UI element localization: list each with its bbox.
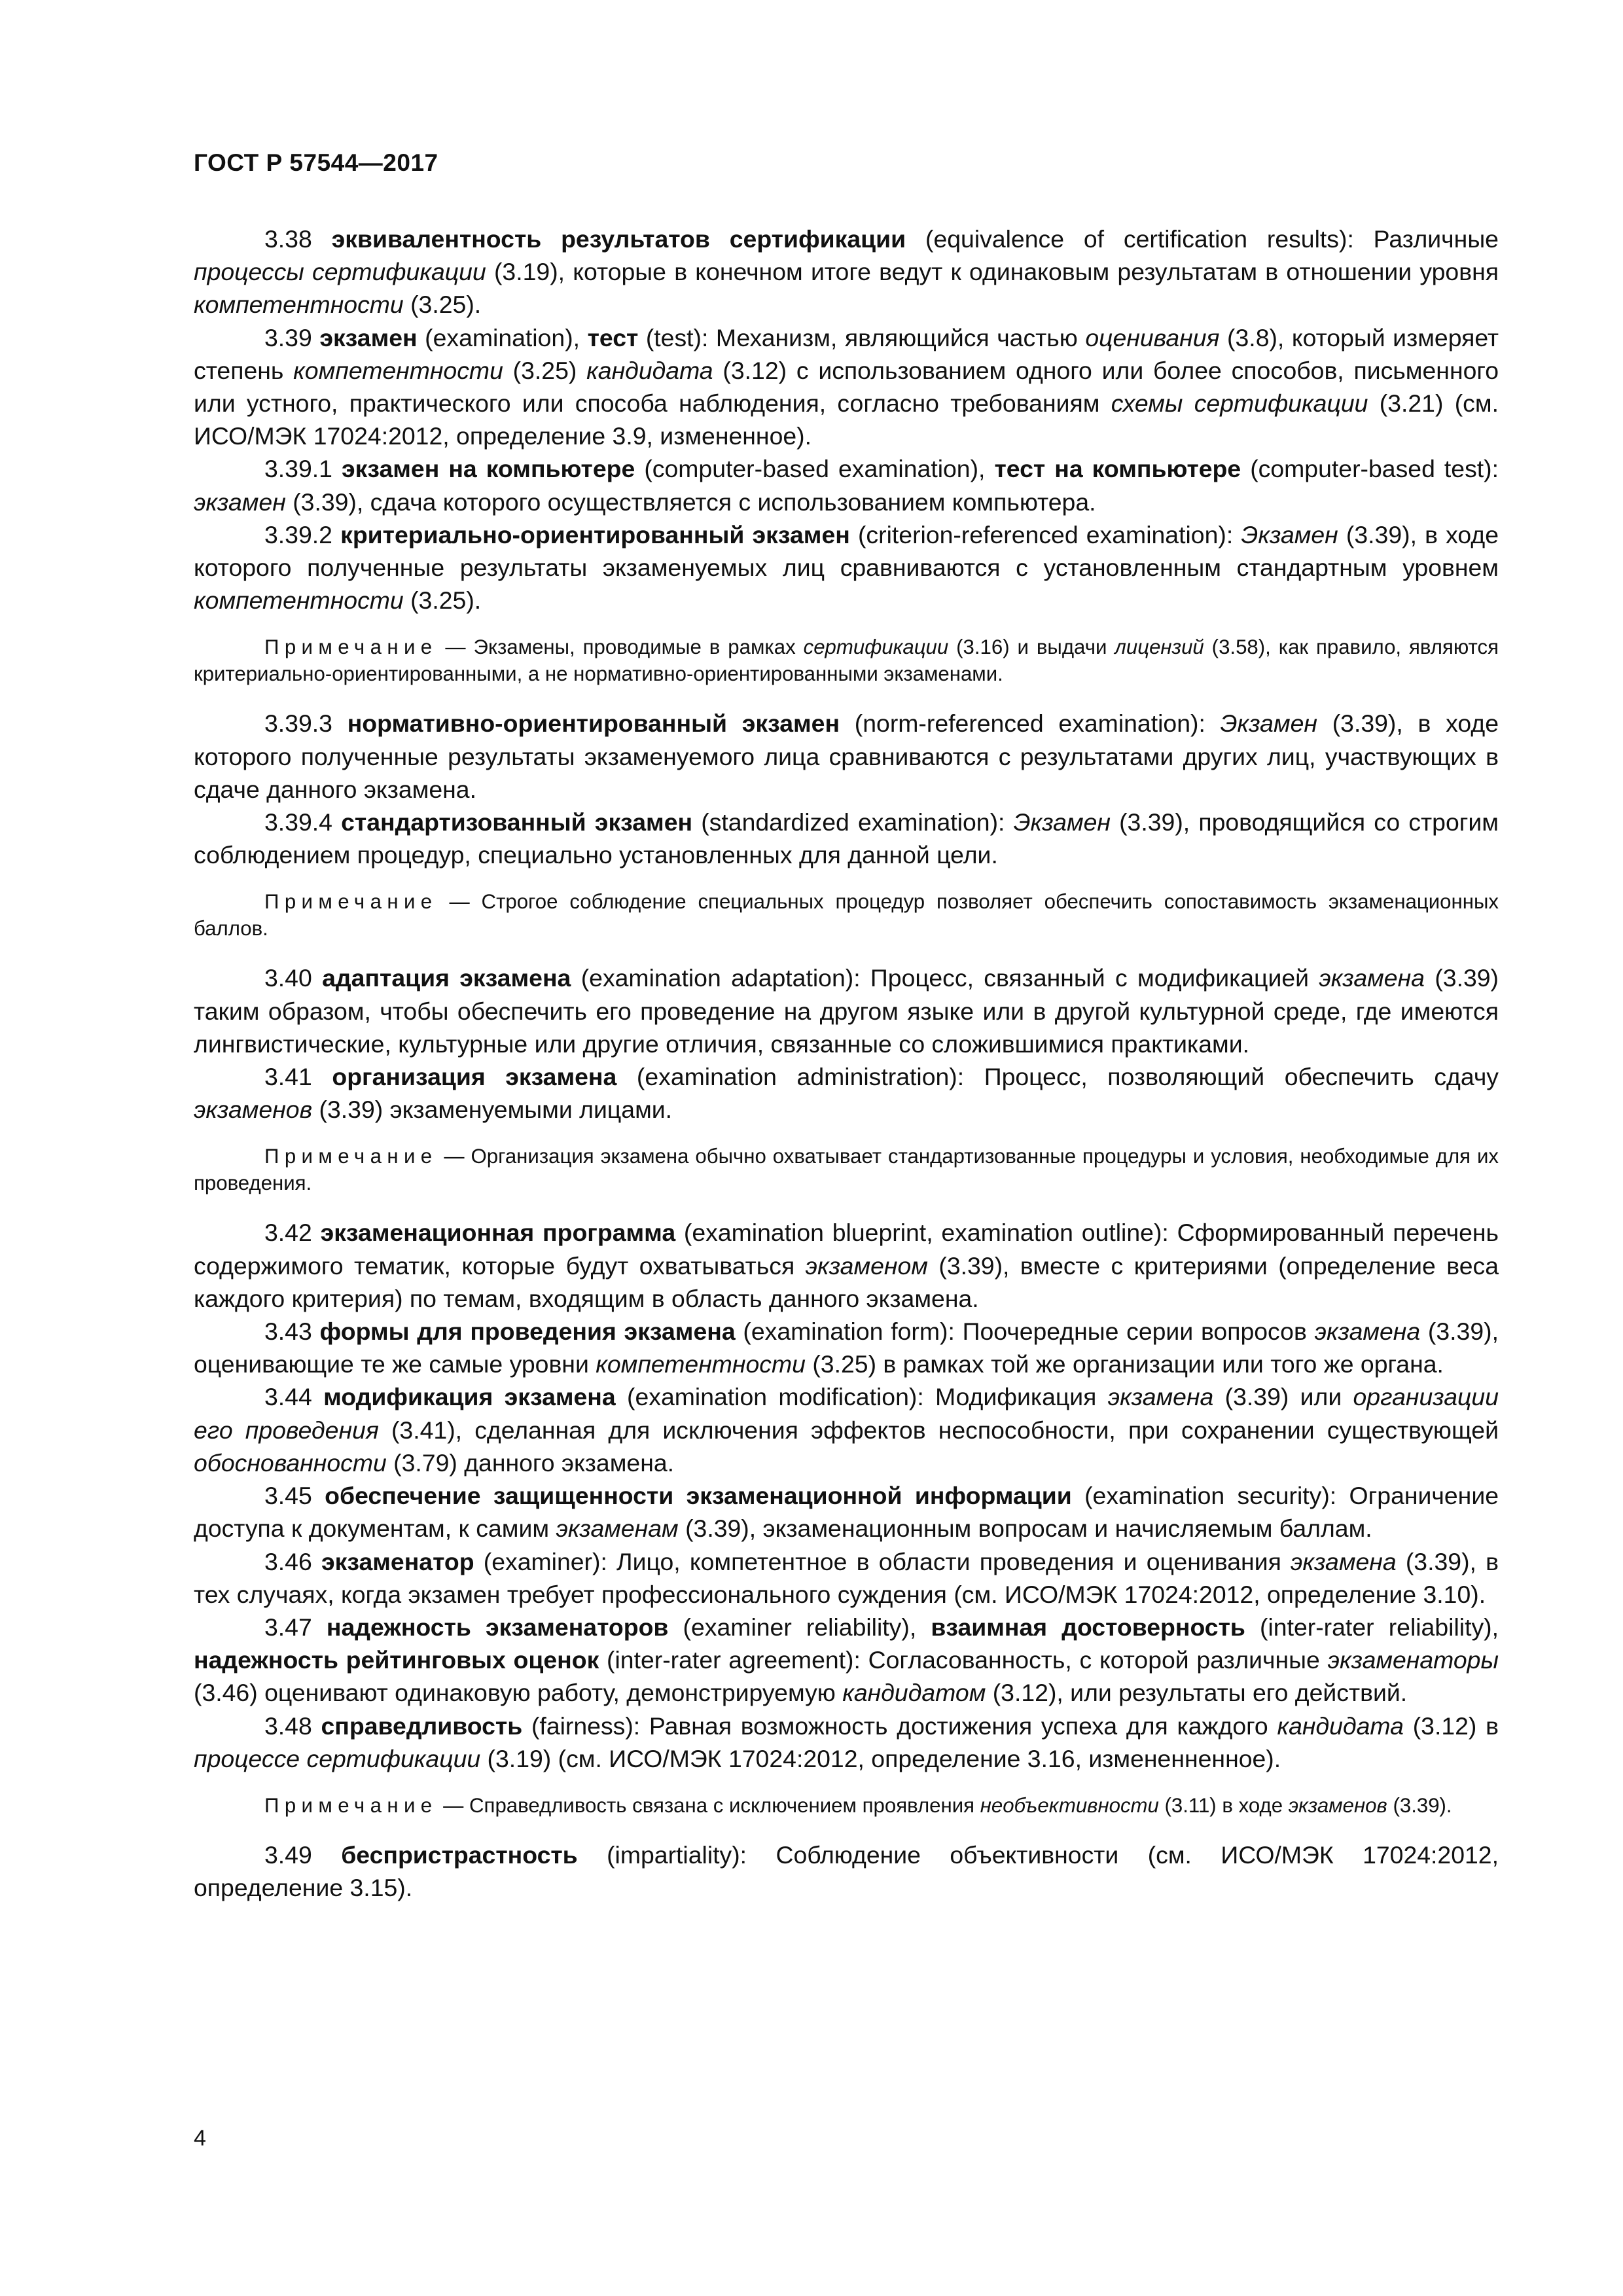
term-reference: компетентности	[194, 291, 404, 319]
text-run: (examination modification): Модификация	[615, 1383, 1108, 1411]
text-run: (3.8), который измеряет степень	[194, 323, 1499, 384]
text-run: (test): Механизм, являющийся частью	[638, 323, 1086, 351]
term-definition	[194, 1315, 1499, 1380]
term-name: адаптация экзамена	[322, 964, 571, 992]
text-run: (3.39), вместе с критериями (определение веса каждого критерия) по темам, входящим в область данного экзамена.	[194, 1251, 1499, 1312]
text-run: (3.19), которые в конечном итоге ведут к одинаковым результатам в отношении уровня	[486, 258, 1499, 286]
term-definition	[194, 518, 1499, 617]
term-reference: необъективности	[980, 1793, 1159, 1817]
note-label: Примечание	[264, 890, 438, 914]
note-paragraph	[194, 1143, 1499, 1196]
term-reference: экзамена	[1319, 964, 1425, 992]
text-run: (fairness): Равная возможность достижения успеха для каждого	[522, 1712, 1277, 1740]
text-run: 3.42	[264, 1219, 321, 1247]
text-run: 3.43	[264, 1318, 320, 1346]
term-name: экзамен	[319, 323, 418, 351]
text-run: — Организация экзамена обычно охватывает стандартизованные процедуры и условия, необходимые для их проведения.	[194, 1145, 1499, 1195]
term-name: беспристрастность	[341, 1840, 578, 1869]
text-run: (3.79) данного экзамена.	[386, 1448, 675, 1477]
text-run: (3.39), проводящийся со строгим соблюдением процедур, специально установленных для данной цели.	[194, 808, 1499, 869]
document-header: ГОСТ Р 57544—2017	[194, 149, 438, 176]
text-run: (3.39) экзаменуемыми лицами.	[312, 1096, 673, 1124]
term-definition	[194, 1611, 1499, 1710]
term-reference: Экзамен	[1241, 520, 1338, 548]
text-run: — Справедливость связана с исключением проявления	[437, 1793, 980, 1817]
term-definition	[194, 1710, 1499, 1775]
term-name: надежность рейтинговых оценок	[194, 1646, 599, 1674]
text-run: (inter-rater reliability),	[1245, 1613, 1499, 1641]
text-run: — Экзамены, проводимые в рамках	[437, 636, 804, 659]
text-run: (examination administration): Процесс, позволяющий обеспечить сдачу	[616, 1063, 1499, 1091]
text-run: (3.39) таким образом, чтобы обеспечить его проведение на другом языке или в другой культурной среде, где имеются лингвистические, культурные или другие отличия, связанные со сложившимися практиками.	[194, 964, 1499, 1058]
text-run: 3.38	[264, 225, 332, 253]
text-run: (3.39), в тех случаях, когда экзамен требует профессионального суждения (см. ИСО/МЭК 17024:2012, определение 3.10).	[194, 1547, 1499, 1608]
text-run: (3.39), в ходе которого полученные результаты экзаменуемого лица сравниваются с результатами других лиц, участвующих в сдаче данного экзамена.	[194, 709, 1499, 803]
note-paragraph	[194, 634, 1499, 687]
text-run: (criterion-referenced examination):	[849, 520, 1241, 548]
text-run: (3.12), или результаты его действий.	[986, 1679, 1408, 1707]
text-run: (3.19) (см. ИСО/МЭК 17024:2012, определение 3.16, измененненное).	[480, 1744, 1281, 1772]
term-name: формы для проведения экзамена	[319, 1318, 736, 1346]
text-run: 3.44	[264, 1383, 324, 1411]
term-reference: оценивания	[1085, 323, 1220, 351]
text-run: 3.39.1	[264, 455, 342, 483]
term-reference: экзамен	[194, 488, 286, 516]
text-run: (3.12) с использованием одного или более способов, письменного или устного, практического или способа наблюдения, согласно требованиям	[194, 356, 1499, 418]
term-name: модификация экзамена	[323, 1383, 616, 1411]
text-run: (standardized examination):	[692, 808, 1014, 836]
term-name: справедливость	[321, 1712, 523, 1740]
term-name: нормативно-ориентированный экзамен	[347, 709, 840, 738]
term-definition	[194, 1060, 1499, 1126]
term-definition	[194, 961, 1499, 1060]
text-run: 3.39.3	[264, 709, 348, 738]
text-run: (3.58), как правило, являются критериально-ориентированными, а не нормативно-ориентированными экзаменами.	[194, 636, 1499, 686]
term-definition	[194, 1216, 1499, 1315]
term-reference: схемы сертификации	[1111, 389, 1368, 418]
text-run: (3.16) и выдачи	[948, 636, 1115, 659]
text-run: 3.39.2	[264, 520, 341, 548]
text-run: (examiner): Лицо, компетентное в области проведения и оценивания	[474, 1547, 1291, 1575]
text-run: (3.25) в рамках той же организации или того же органа.	[805, 1350, 1444, 1378]
term-definition	[194, 1839, 1499, 1904]
term-reference: экзаменом	[805, 1251, 928, 1280]
text-run: (examination blueprint, examination outline): Сформированный перечень содержимого тематик, которые будут охватываться	[194, 1219, 1499, 1280]
term-name: критериально-ориентированный экзамен	[340, 520, 850, 548]
term-reference: Экзамен	[1220, 709, 1317, 738]
term-name: тест на компьютере	[994, 455, 1241, 483]
text-run: (equivalence of certification results): Различные	[906, 225, 1499, 253]
term-definition	[194, 1479, 1499, 1545]
text-run: (examination adaptation): Процесс, связанный с модификацией	[571, 964, 1319, 992]
term-name: экзамен на компьютере	[342, 455, 635, 483]
term-reference: экзаменам	[556, 1515, 679, 1543]
term-definition	[194, 1545, 1499, 1611]
term-name: экзаменатор	[321, 1547, 474, 1575]
term-name: взаимная достоверность	[931, 1613, 1245, 1641]
term-name: обеспечение защищенности экзаменационной информации	[325, 1482, 1072, 1510]
text-run: (3.39), экзаменационным вопросам и начисляемым баллам.	[678, 1515, 1372, 1543]
term-definition	[194, 707, 1499, 806]
term-reference: компетентности	[596, 1350, 806, 1378]
term-reference: компетентности	[194, 586, 404, 615]
text-run: (3.41), сделанная для исключения эффектов неспособности, при сохранении существующей	[378, 1416, 1499, 1444]
text-run: 3.40	[264, 964, 323, 992]
term-definition	[194, 321, 1499, 453]
text-run: (examination security): Ограничение доступа к документам, к самим	[194, 1482, 1499, 1543]
note-label: Примечание	[264, 636, 438, 659]
term-reference: экзамена	[1314, 1318, 1421, 1346]
term-reference: кандидата	[586, 356, 713, 384]
term-reference: организации его проведения	[194, 1383, 1499, 1444]
term-name: тест	[587, 323, 639, 351]
term-name: организация экзамена	[332, 1063, 617, 1091]
term-definition	[194, 1380, 1499, 1479]
text-run: (examination form): Поочередные серии вопросов	[735, 1318, 1315, 1346]
text-run: — Строгое соблюдение специальных процедур позволяет обеспечить сопоставимость экзаменационных баллов.	[194, 890, 1499, 941]
term-reference: кандидата	[1277, 1712, 1404, 1740]
term-name: стандартизованный экзамен	[341, 808, 693, 836]
note-paragraph	[194, 888, 1499, 942]
text-run: 3.49	[264, 1840, 342, 1869]
term-name: эквивалентность результатов сертификации	[331, 225, 906, 253]
text-run: (inter-rater agreement): Согласованность, с которой различные	[599, 1646, 1328, 1674]
term-reference: процессы сертификации	[194, 258, 486, 286]
text-run: 3.46	[264, 1547, 321, 1575]
text-run: (3.25).	[403, 586, 482, 615]
text-run: (computer-based test):	[1241, 455, 1499, 483]
note-paragraph	[194, 1792, 1499, 1819]
term-reference: экзаменов	[1288, 1793, 1387, 1817]
term-definition	[194, 452, 1499, 518]
term-reference: кандидатом	[842, 1679, 986, 1707]
term-reference: экзаменов	[194, 1096, 313, 1124]
text-run: 3.39.4	[264, 808, 342, 836]
text-run: (impartiality): Соблюдение объективности (см. ИСО/МЭК 17024:2012, определение 3.15).	[194, 1840, 1499, 1902]
term-reference: экзамена	[1291, 1547, 1397, 1575]
term-reference: обоснованности	[194, 1448, 387, 1477]
term-reference: Экзамен	[1013, 808, 1111, 836]
term-name: надежность экзаменаторов	[326, 1613, 669, 1641]
term-reference: экзаменаторы	[1327, 1646, 1499, 1674]
text-run: 3.45	[264, 1482, 325, 1510]
page-number: 4	[194, 2126, 206, 2151]
text-run: (computer-based examination),	[635, 455, 995, 483]
text-run: (examiner reliability),	[668, 1613, 931, 1641]
text-run: (3.12) в	[1403, 1712, 1499, 1740]
term-reference: сертификации	[803, 636, 949, 659]
text-run: (3.11) в ходе	[1158, 1793, 1289, 1817]
text-run: (3.39), сдача которого осуществляется с использованием компьютера.	[285, 488, 1096, 516]
text-run: (3.46) оценивают одинаковую работу, демонстрируемую	[194, 1679, 843, 1707]
term-reference: процессе сертификации	[194, 1744, 481, 1772]
text-run: 3.41	[264, 1063, 332, 1091]
note-label: Примечание	[264, 1793, 438, 1817]
text-run: (3.39).	[1387, 1793, 1452, 1817]
note-label: Примечание	[264, 1145, 438, 1168]
text-run: (3.39), оценивающие те же самые уровни	[194, 1318, 1499, 1378]
text-run: 3.48	[264, 1712, 321, 1740]
text-run: 3.39	[264, 323, 320, 351]
text-run: 3.47	[264, 1613, 327, 1641]
text-run: (3.39), в ходе которого полученные результаты экзаменуемых лиц сравниваются с установленным стандартным уровнем	[194, 520, 1499, 582]
text-run: (3.21) (см. ИСО/МЭК 17024:2012, определение 3.9, измененное).	[194, 389, 1499, 450]
text-run: (examination),	[417, 323, 588, 351]
text-run: (3.25).	[403, 291, 482, 319]
text-run: (3.39) или	[1213, 1383, 1353, 1411]
term-reference: компетентности	[293, 356, 503, 384]
term-reference: экзамена	[1107, 1383, 1214, 1411]
text-run: (3.25)	[503, 356, 587, 384]
text-run: (norm-referenced examination):	[840, 709, 1221, 738]
term-reference: лицензий	[1115, 636, 1204, 659]
document-body	[194, 223, 1499, 1904]
term-name: экзаменационная программа	[320, 1219, 676, 1247]
term-definition	[194, 806, 1499, 871]
term-definition	[194, 223, 1499, 321]
